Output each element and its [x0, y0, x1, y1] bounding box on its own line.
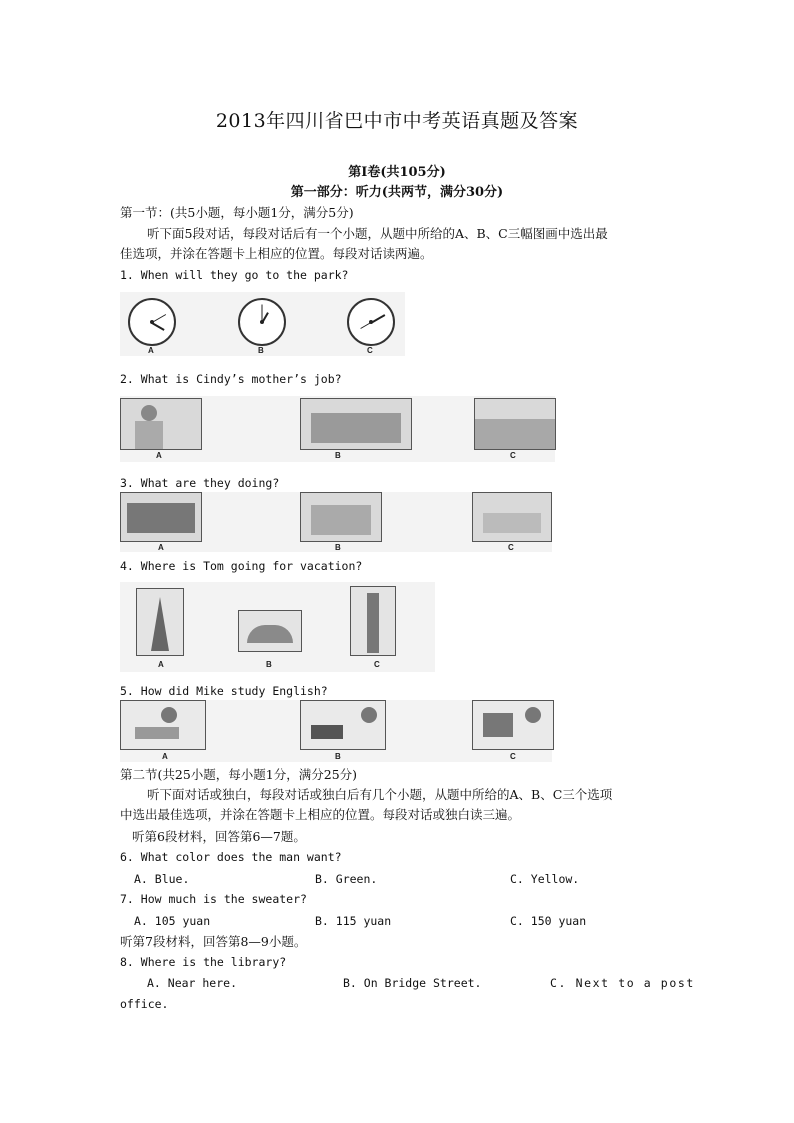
opera-house-icon [238, 610, 302, 652]
section1-heading: 第一节：(共5小题，每小题1分，满分5分) [120, 205, 354, 220]
question-3: 3. What are they doing? [120, 476, 280, 490]
q2-picture-b [300, 398, 412, 450]
label-a: A [148, 346, 154, 355]
q2-label-a: A [156, 451, 162, 460]
q5-label-c: C [510, 752, 516, 761]
q7-option-a: A. 105 yuan [134, 914, 211, 928]
q3-picture-a [120, 492, 202, 542]
q1-pictures [120, 292, 405, 356]
q4-label-c: C [374, 660, 380, 669]
q6-option-b: B. Green. [315, 872, 378, 886]
q4-pictures [120, 582, 435, 672]
question-4: 4. Where is Tom going for vacation? [120, 559, 363, 573]
section1-instruction-1: 听下面5段对话，每段对话后有一个小题，从题中所给的A、B、C三幅图画中选出最 [147, 226, 608, 241]
q3-label-c: C [508, 543, 514, 552]
q4-label-a: A [158, 660, 164, 669]
q6-option-a: A. Blue. [134, 872, 190, 886]
q2-picture-a [120, 398, 202, 450]
q7-option-b: B. 115 yuan [315, 914, 392, 928]
q2-label-b: B [335, 451, 341, 460]
question-8: 8. Where is the library? [120, 955, 287, 969]
part-one-heading: 第一部分：听力(共两节，满分30分) [290, 185, 504, 200]
question-6: 6. What color does the man want? [120, 850, 342, 864]
q3-picture-c [472, 492, 552, 542]
question-7: 7. How much is the sweater? [120, 892, 307, 906]
label-c: C [367, 346, 373, 355]
q5-label-a: A [162, 752, 168, 761]
q5-label-b: B [335, 752, 341, 761]
q5-pictures [120, 700, 552, 762]
q4-label-b: B [266, 660, 272, 669]
material-7-note: 听第7段材料，回答第8—9小题。 [120, 934, 307, 949]
clock-a-icon [128, 298, 176, 346]
q8-option-c: C. Next to a post [550, 976, 695, 990]
clock-b-icon [238, 298, 286, 346]
section2-instruction-1: 听下面对话或独白，每段对话或独白后有几个小题，从题中所给的A、B、C三个选项 [147, 787, 613, 802]
question-2: 2. What is Cindy’s mother’s job? [120, 372, 342, 386]
eiffel-tower-icon [136, 588, 184, 656]
q3-picture-b [300, 492, 382, 542]
big-ben-icon [350, 586, 396, 656]
q8-option-c-continuation: office. [120, 997, 169, 1011]
q2-label-c: C [510, 451, 516, 460]
q5-picture-b [300, 700, 386, 750]
clock-c-icon [347, 298, 395, 346]
q3-pictures [120, 492, 552, 552]
q3-label-b: B [335, 543, 341, 552]
section2-heading: 第二节(共25小题，每小题1分，满分25分) [120, 767, 358, 782]
q6-option-c: C. Yellow. [510, 872, 580, 886]
q3-label-a: A [158, 543, 164, 552]
q8-option-b: B. On Bridge Street. [343, 976, 482, 990]
page-title: 2013年四川省巴中市中考英语真题及答案 [215, 110, 579, 132]
question-5: 5. How did Mike study English? [120, 684, 328, 698]
q8-option-a: A. Near here. [147, 976, 238, 990]
q5-picture-c [472, 700, 554, 750]
material-6-note: 听第6段材料，回答第6—7题。 [132, 829, 306, 844]
section2-instruction-2: 中选出最佳选项，并涂在答题卡上相应的位置。每段对话或独白读三遍。 [120, 807, 521, 822]
q5-picture-a [120, 700, 206, 750]
q2-picture-c [474, 398, 556, 450]
q7-option-c: C. 150 yuan [510, 914, 587, 928]
label-b: B [258, 346, 264, 355]
section1-instruction-2: 佳选项，并涂在答题卡上相应的位置。每段对话读两遍。 [120, 246, 433, 261]
paper-section-heading: 第Ⅰ卷(共105分) [348, 165, 446, 180]
question-1: 1. When will they go to the park? [120, 268, 349, 282]
q2-pictures [120, 396, 555, 462]
